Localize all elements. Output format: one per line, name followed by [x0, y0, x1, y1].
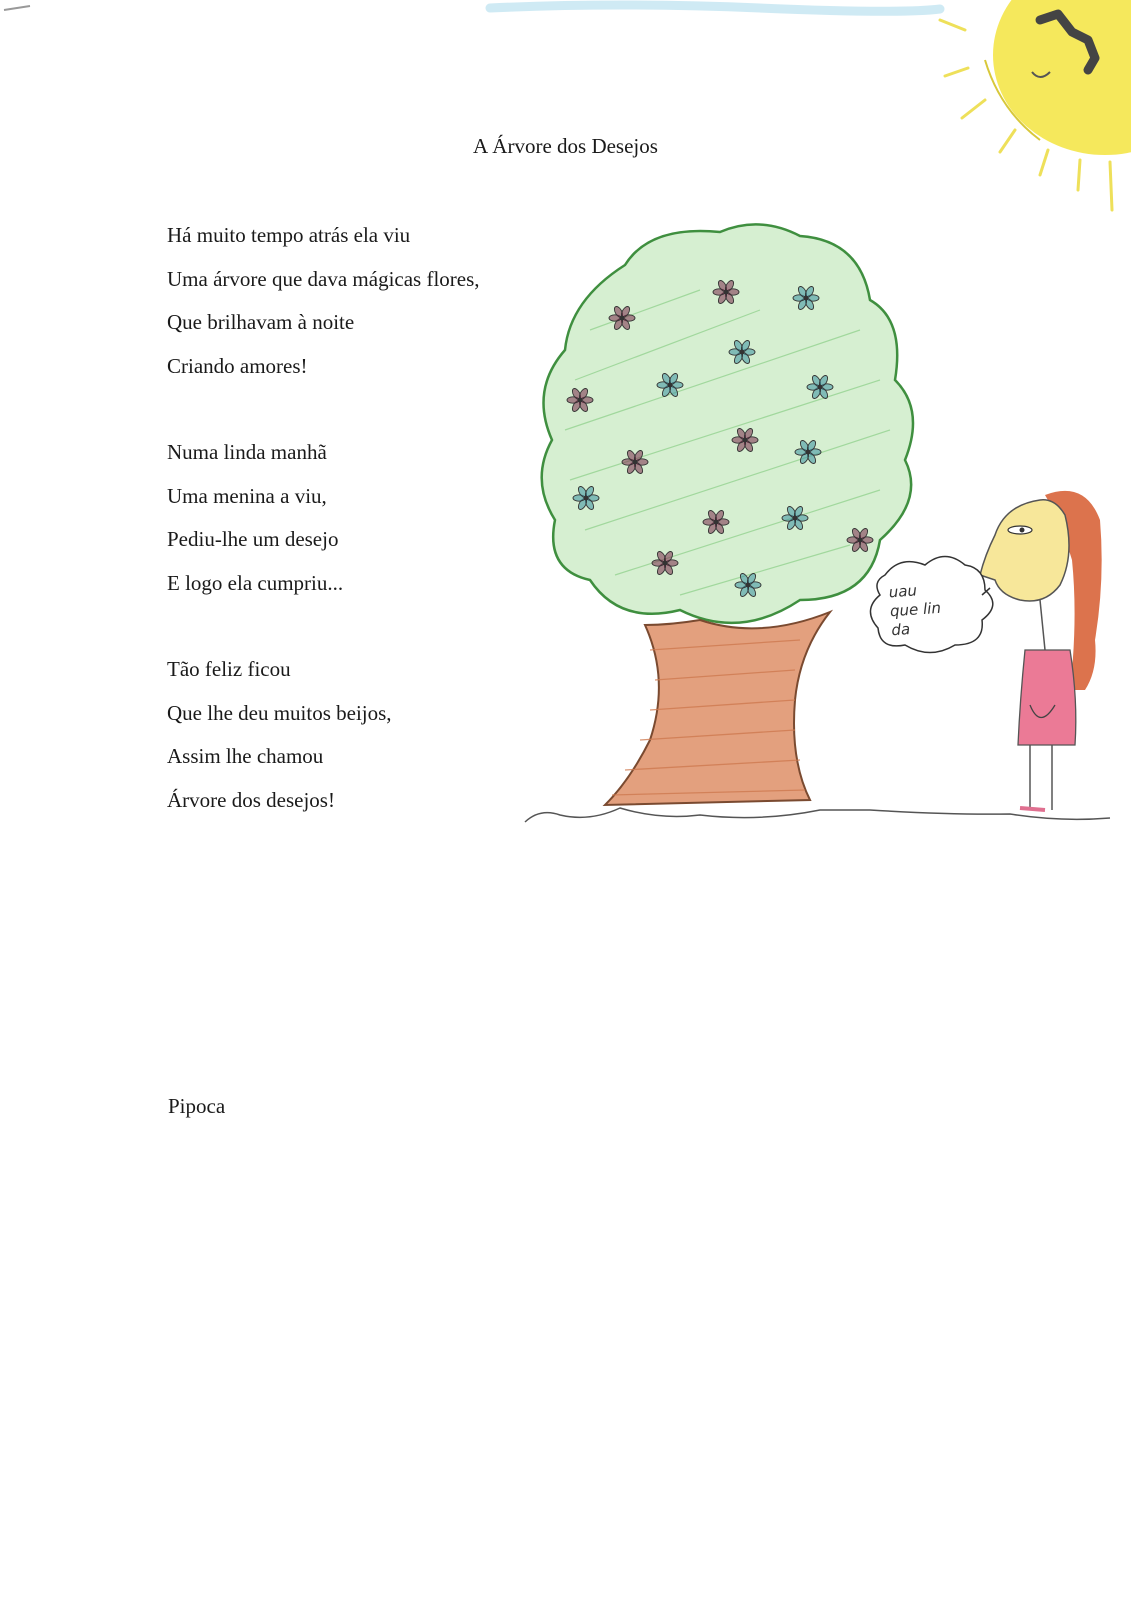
poem-line: Pediu-lhe um desejo [167, 527, 339, 551]
author-signature: Pipoca [168, 1094, 226, 1118]
speech-bubble-line: uau [888, 581, 918, 602]
poem-title: A Árvore dos Desejos [473, 134, 658, 158]
poem-line: Que brilhavam à noite [167, 310, 355, 334]
poem-line: E logo ela cumpriu... [167, 570, 344, 595]
poem-line: Uma menina a viu, [167, 483, 327, 508]
tree-trunk [605, 612, 830, 805]
corner-mark [4, 6, 30, 10]
poem-line: Assim lhe chamou [167, 744, 324, 768]
poem-line: Uma árvore que dava mágicas flores, [167, 266, 480, 291]
sun-drawing [940, 0, 1131, 210]
sky-scribble [490, 5, 940, 11]
poem-line: Criando amores! [167, 353, 308, 378]
poem-line: Numa linda manhã [167, 440, 327, 464]
speech-bubble-text [888, 577, 987, 640]
poem-line: Tão feliz ficou [167, 657, 291, 681]
girl-drawing [980, 491, 1102, 810]
speech-bubble-line: que lin [889, 598, 942, 621]
poem-line: Há muito tempo atrás ela viu [167, 223, 411, 247]
speech-bubble-line: da [890, 619, 911, 640]
poem-line: Árvore dos desejos! [167, 787, 335, 812]
poem-line: Que lhe deu muitos beijos, [167, 700, 392, 725]
